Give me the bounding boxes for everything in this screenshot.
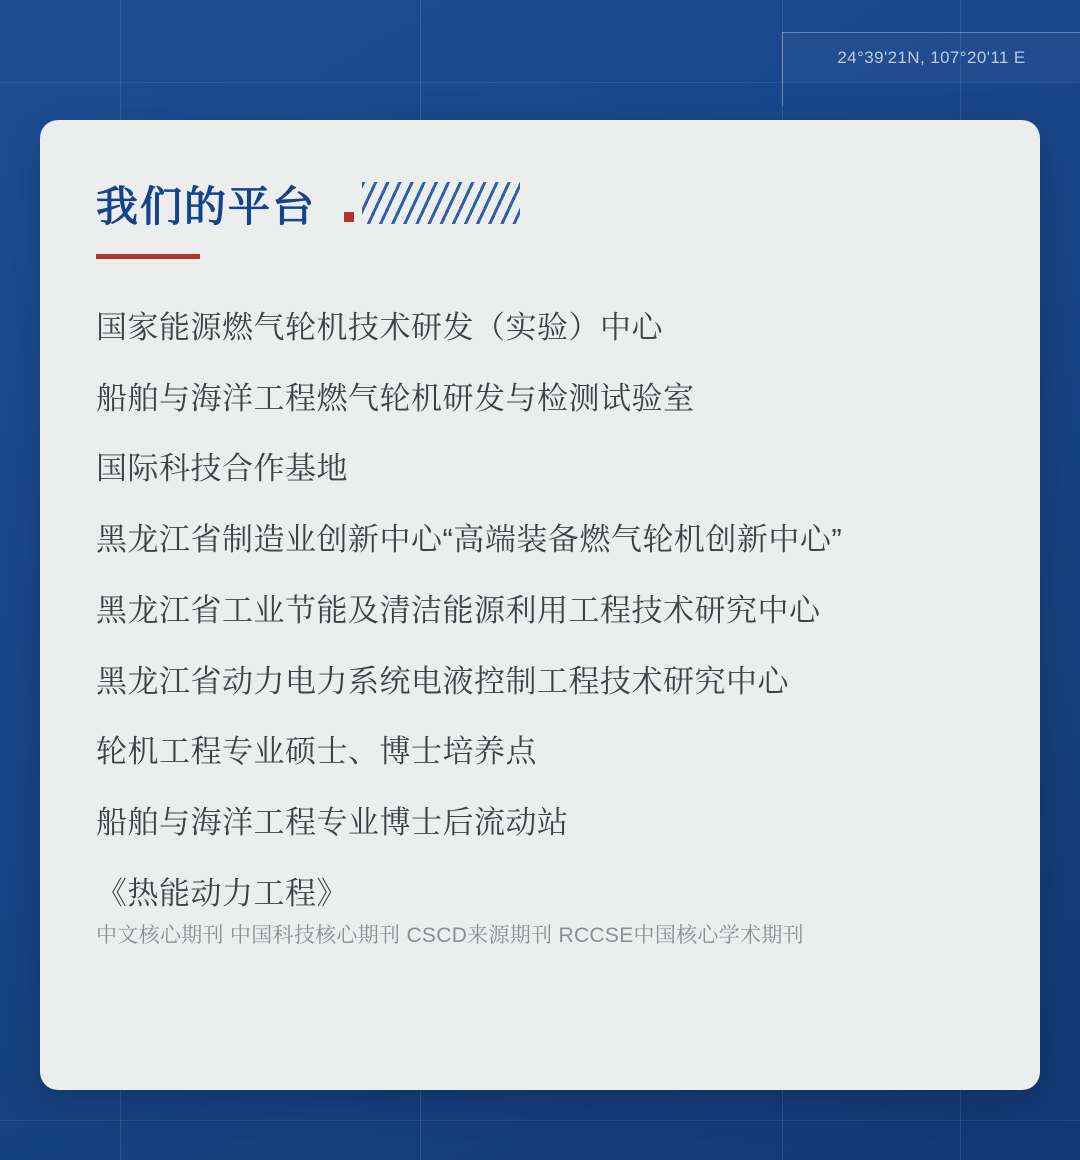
list-item: 国家能源燃气轮机技术研发（实验）中心 [96,310,663,345]
journal-index-tags: 中文核心期刊 中国科技核心期刊 CSCD来源期刊 RCCSE中国核心学术期刊 [96,924,804,948]
platform-list [96,311,980,949]
card-header [96,182,980,228]
coordinate-badge [782,32,1080,82]
hatch-stripes-icon [362,182,520,224]
list-item: 黑龙江省制造业创新中心“高端装备燃气轮机创新中心” [96,522,843,558]
background-grid-line [0,1120,1080,1121]
background-grid-line [0,82,1080,83]
coordinate-text: 24°39'21N, 107°20'11 E [837,47,1026,67]
journal-name: 《热能动力工程》 [96,875,348,911]
page-title: 我们的平台 [96,183,317,230]
square-dot-icon [344,212,354,222]
list-item: 黑龙江省工业节能及清洁能源利用工程技术研究中心 [96,592,821,628]
list-item: 船舶与海洋工程专业博士后流动站 [96,805,569,841]
platform-card [40,120,1040,1090]
list-item: 国际科技合作基地 [96,451,348,487]
decoration-group [344,182,520,228]
list-item: 轮机工程专业硕士、博士培养点 [96,734,537,770]
list-item: 黑龙江省动力电力系统电液控制工程技术研究中心 [96,663,789,699]
title-underline [96,254,200,259]
coordinate-tick [782,82,783,106]
list-item: 船舶与海洋工程燃气轮机研发与检测试验室 [96,380,695,416]
